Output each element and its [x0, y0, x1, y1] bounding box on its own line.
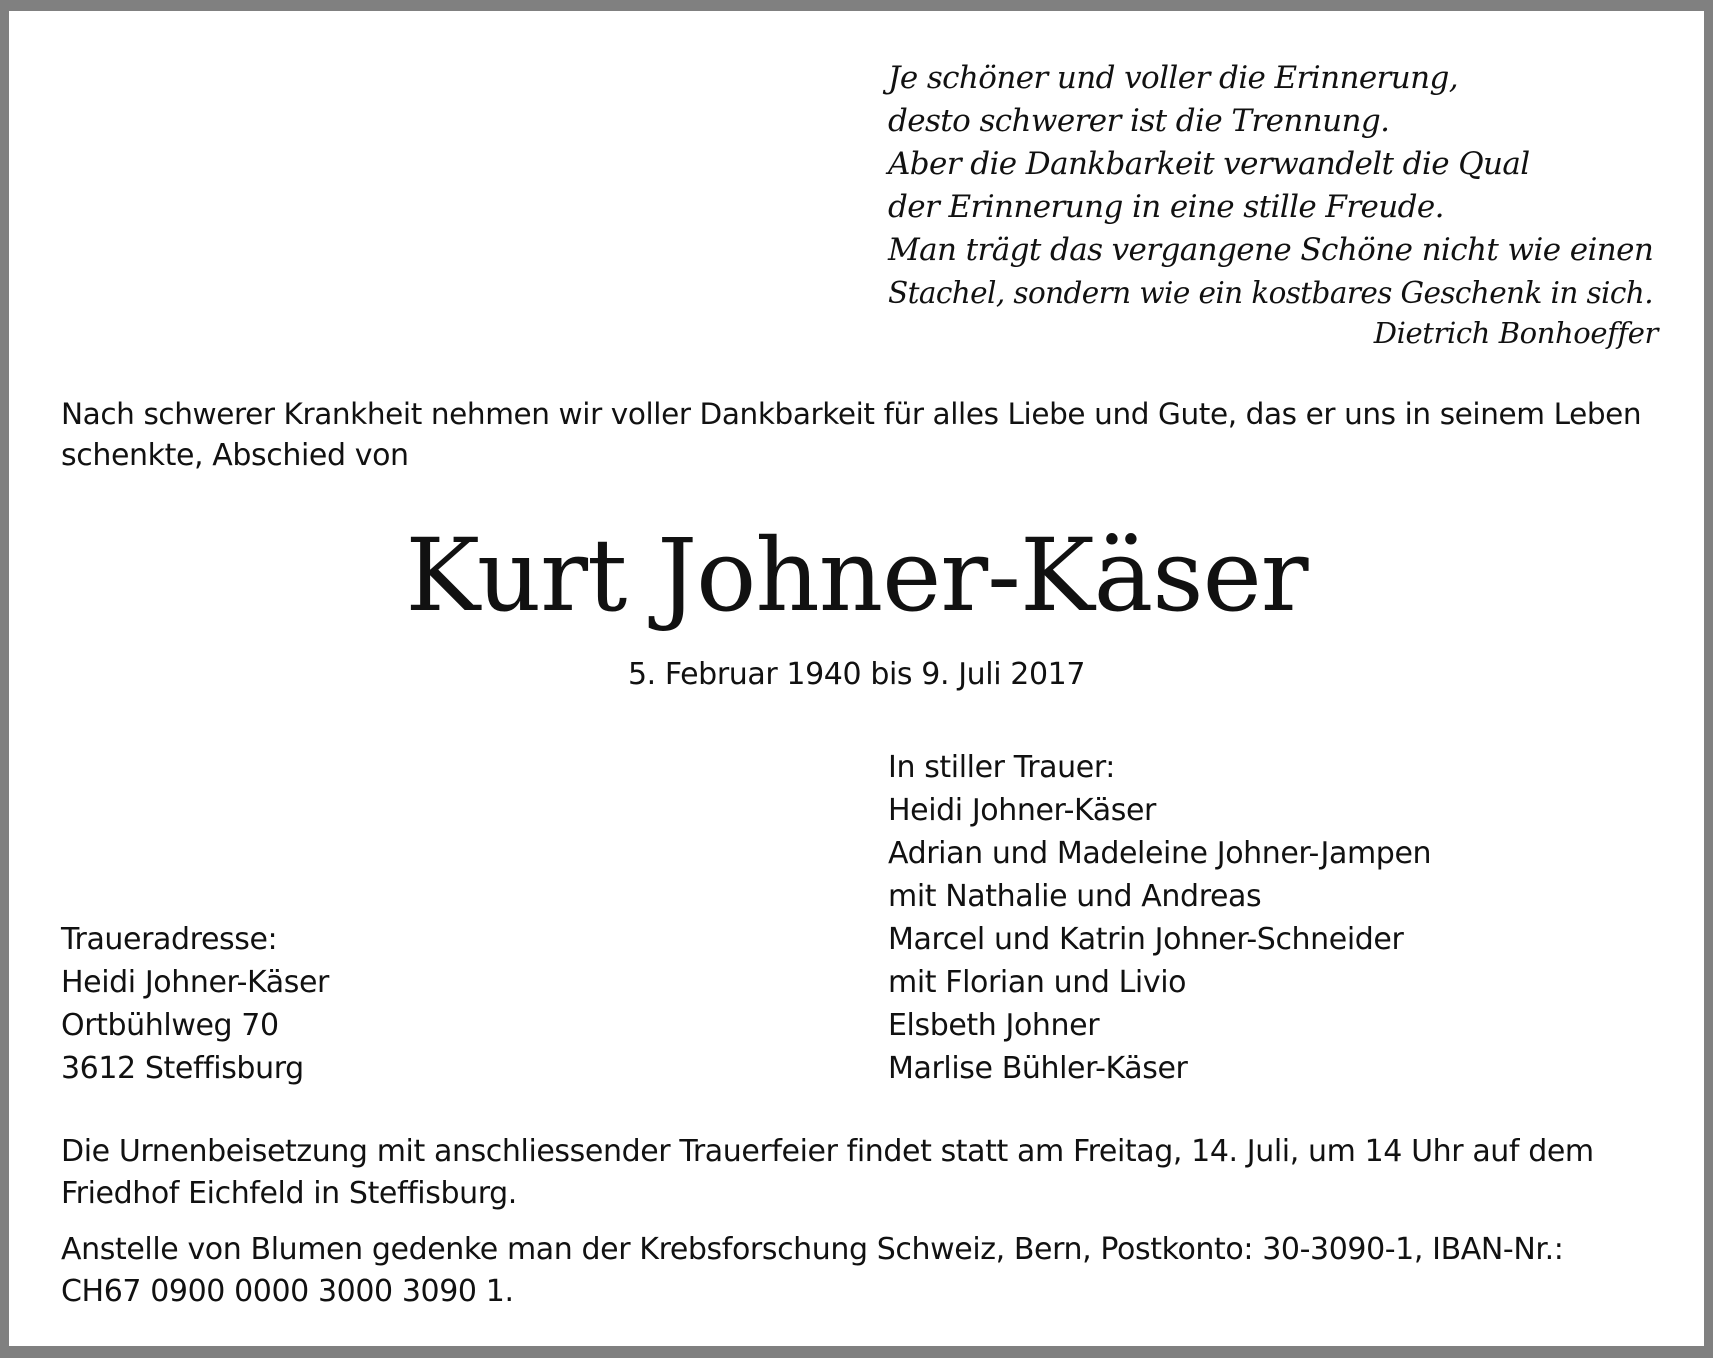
mourner-item: Elsbeth Johner [888, 1008, 1100, 1043]
donation-line: Anstelle von Blumen gedenke man der Krebsforschung Schweiz, Bern, Postkonto: 30-3090-1, IBAN-Nr.: [61, 1232, 1564, 1267]
mourner-item: Marlise Bühler-Käser [888, 1051, 1188, 1086]
donation-line: CH67 0900 0000 3000 3090 1. [61, 1274, 514, 1309]
address-line: Heidi Johner-Käser [61, 965, 329, 1000]
mourner-item: mit Nathalie und Andreas [888, 879, 1262, 914]
mourning-address [61, 918, 661, 1090]
quote-line: der Erinnerung in eine stille Freude. [888, 189, 1444, 225]
quote-line: Stachel, sondern wie ein kostbares Geschenk in sich. [888, 276, 1653, 310]
quote-line: Aber die Dankbarkeit verwandelt die Qual [888, 146, 1530, 182]
mourners-heading: In stiller Trauer: [888, 750, 1115, 785]
quote-line: Je schöner und voller die Erinnerung, [888, 60, 1459, 96]
quote-line: desto schwerer ist die Trennung. [888, 103, 1390, 139]
address-line: Ortbühlweg 70 [61, 1008, 279, 1043]
donation-notice [61, 1229, 1661, 1313]
deceased-name: Kurt Johner-Käser [405, 517, 1308, 634]
quote-author: Dietrich Bonhoeffer [1373, 316, 1658, 350]
quote-block [888, 57, 1658, 315]
mourner-item: Marcel und Katrin Johner-Schneider [888, 922, 1404, 957]
ceremony-notice [61, 1131, 1661, 1215]
mourners-list [888, 746, 1688, 1090]
intro-line: schenkte, Abschied von [61, 438, 409, 473]
life-dates: 5. Februar 1940 bis 9. Juli 2017 [627, 657, 1086, 692]
intro-text [61, 393, 1661, 477]
ceremony-line: Friedhof Eichfeld in Steffisburg. [61, 1176, 517, 1211]
address-heading: Traueradresse: [61, 922, 278, 957]
mourner-item: mit Florian und Livio [888, 965, 1187, 1000]
obituary-card [9, 11, 1704, 1346]
intro-line: Nach schwerer Krankheit nehmen wir voller Dankbarkeit für alles Liebe und Gute, das er uns in seinem Leben [61, 397, 1642, 431]
quote-line: Man trägt das vergangene Schöne nicht wie einen [888, 232, 1654, 268]
mourner-item: Adrian und Madeleine Johner-Jampen [888, 836, 1432, 871]
ceremony-line: Die Urnenbeisetzung mit anschliessender Trauerfeier findet statt am Freitag, 14. Juli, um 14 Uhr auf dem [61, 1134, 1594, 1169]
mourner-item: Heidi Johner-Käser [888, 793, 1156, 828]
address-line: 3612 Steffisburg [61, 1051, 304, 1086]
